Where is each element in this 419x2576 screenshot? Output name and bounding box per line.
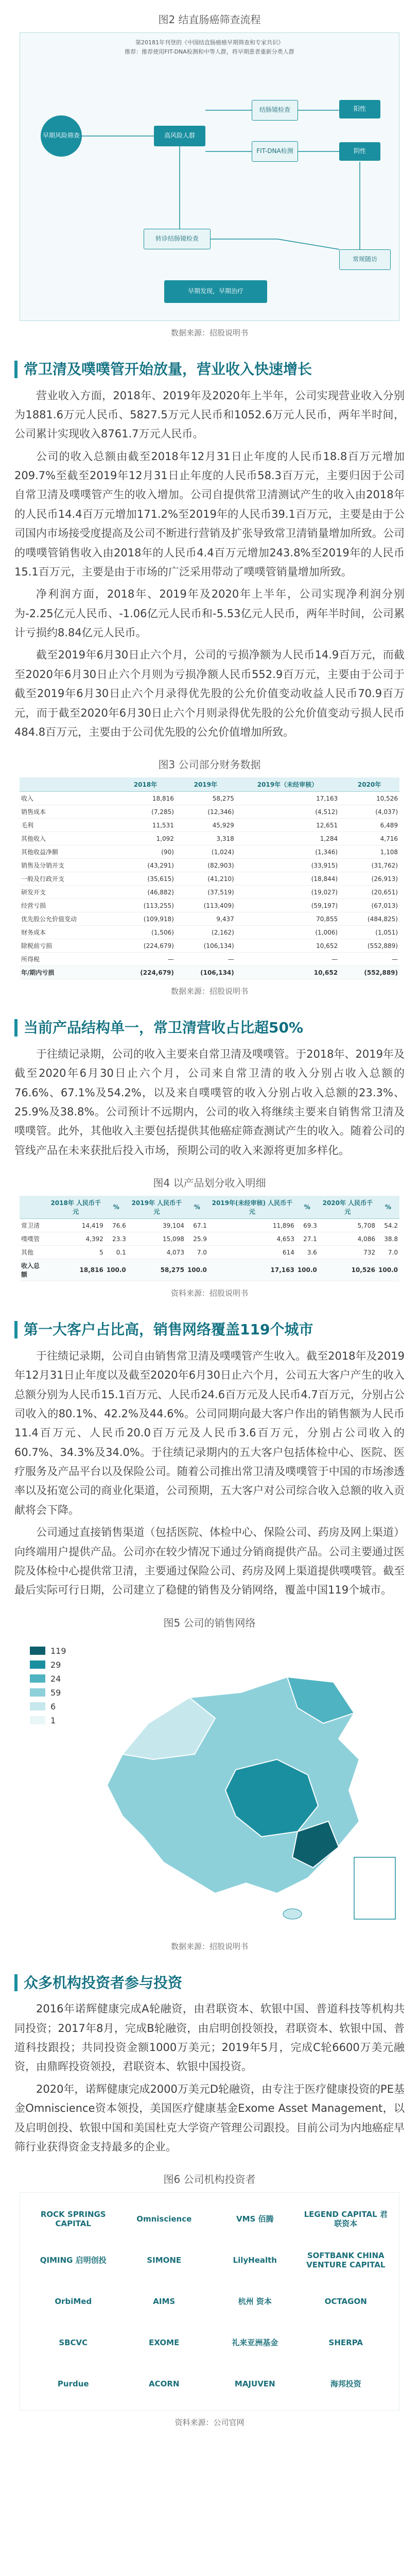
table-cell: (106,134) [176, 939, 236, 953]
flowchart-header-1: 第20181年刊登的《中国结直肠癌癌早期筛查和专家共识》 [135, 39, 284, 46]
table-cell: 销售成本 [20, 805, 115, 819]
table-cell: 所得税 [20, 953, 115, 966]
table-cell: (224,679) [115, 939, 176, 953]
table-cell: 7.0 [186, 1246, 208, 1259]
table-cell: 收入 [20, 792, 115, 805]
investor-logo: AIMS [153, 2297, 176, 2307]
table-row [20, 926, 399, 939]
table-cell: (4,512) [236, 805, 339, 819]
table-cell: 毛利 [20, 819, 115, 832]
table-cell: 6,489 [339, 819, 399, 832]
revenue-by-product-table [20, 1196, 399, 1281]
table-cell: (1,006) [236, 926, 339, 939]
table-header [20, 777, 115, 792]
table-row [20, 872, 399, 886]
table-cell: 11,531 [115, 819, 176, 832]
table-cell: 常卫清 [20, 1219, 47, 1232]
table-row [20, 859, 399, 872]
table-cell: 27.1 [296, 1232, 319, 1246]
table-header: % [296, 1196, 319, 1219]
table-row [20, 792, 399, 805]
table-cell: 12,651 [236, 819, 339, 832]
table-cell: 销售及分销开支 [20, 859, 115, 872]
table-header: 2020年 人民币千元 [319, 1196, 377, 1219]
table-cell: (46,882) [115, 886, 176, 899]
fig6-source: 资料来源：公司官网 [174, 2418, 245, 2428]
investor-logo: OCTAGON [324, 2297, 367, 2307]
table-cell: (484,825) [339, 912, 399, 926]
table-cell: (82,903) [176, 859, 236, 872]
table-cell: 38.8 [377, 1232, 399, 1246]
table-cell: 其他收入 [20, 832, 115, 845]
flow-node-fit-dna: FIT-DNA检测 [252, 141, 298, 162]
fig5-source: 数据来源：招股说明书 [170, 1941, 248, 1951]
table-cell: 76.6 [105, 1219, 128, 1232]
flow-node-screening: 早期风险筛查 [41, 115, 82, 157]
table-cell: 45,929 [176, 819, 236, 832]
table-header: 2018年 [115, 777, 176, 792]
table-cell: 9,437 [176, 912, 236, 926]
flow-node-referral: 转诊结肠镜检查 [144, 229, 211, 249]
table-cell: 收入总额 [20, 1259, 47, 1281]
table-cell: 15,098 [128, 1232, 186, 1246]
table-header [20, 1196, 47, 1219]
table-header: 2020年 [339, 777, 399, 792]
table-row [20, 966, 399, 979]
screening-flowchart [20, 32, 399, 321]
map-south-sea-inset [354, 1857, 395, 1919]
table-cell: 10,526 [319, 1259, 377, 1281]
table-cell: 年/期内亏损 [20, 966, 115, 979]
table-cell: 1,092 [115, 832, 176, 845]
investor-logo: Purdue [57, 2379, 89, 2389]
flow-node-colonoscopy: 结肠镜检查 [252, 100, 298, 121]
table-cell: 58,275 [128, 1259, 186, 1281]
investor-logo: VMS 佰腾 [236, 2214, 274, 2224]
table-cell: 10,652 [236, 966, 339, 979]
fig3-caption: 图3 公司部分财务数据 [158, 758, 261, 771]
section2-paragraph: 于往绩记录期，公司的收入主要来自常卫清及噗噗管。于2018年、2019年及截至2020年6月30日止六个月，公司来自常卫清的收入分别占收入总额的76.6%、67.1%及54.2%，以及来自噗噗管的收入分别占收入总额的23.3%、25.9%及38.8%。公司预计不远期内，公司的收入将继续主要来自销售常卫清及噗噗管。此外，其他收入主要包括提供其他癌症筛查测试产生的收入。随着公司的管线产品在未来获批后投入市场，预期公司的收入来源将更加多样化。 [14, 1047, 405, 1157]
table-header: 2019年(未经审核) 人民币千元 [208, 1196, 296, 1219]
table-row [20, 1232, 399, 1246]
fig4-caption: 图4 以产品划分收入明细 [153, 1177, 266, 1190]
table-row [20, 805, 399, 819]
table-cell: (224,679) [115, 966, 176, 979]
table-cell: 732 [319, 1246, 377, 1259]
table-cell: 54.2 [377, 1219, 399, 1232]
table-cell: (33,915) [236, 859, 339, 872]
table-cell: 67.1 [186, 1219, 208, 1232]
fig4-source: 资料来源：招股说明书 [170, 1289, 248, 1298]
table-cell: 100.0 [377, 1259, 399, 1281]
section3-paragraph: 公司通过直接销售渠道（包括医院、体检中心、保险公司、药房及网上渠道）向终端用户提供产品。公司亦在较少情况下通过分销商提供产品。公司主要通过医院及体检中心提供常卫清，主要通过保险公司、药房及网上渠道提供噗噗管。截至最后实际可行日期，公司建立了稳健的销售及分销网络，覆盖中国119个城市。 [14, 1526, 405, 1597]
table-cell: (31,762) [339, 859, 399, 872]
table-cell: (67,013) [339, 899, 399, 912]
table-row [20, 832, 399, 845]
investor-logo: OrbiMed [55, 2297, 92, 2307]
flowchart-header-2: 推荐：推荐使用FIT-DNA检测和中等人群，将早期患者重新分类人群 [125, 48, 294, 55]
table-cell: (113,409) [176, 899, 236, 912]
fig3-source: 数据来源：招股说明书 [170, 987, 248, 996]
investor-logo: 杭州 资本 [238, 2297, 272, 2307]
table-cell: 25.9 [186, 1232, 208, 1246]
table-cell: (552,889) [339, 939, 399, 953]
investor-logo: SHERPA [328, 2338, 363, 2348]
table-cell: (12,346) [176, 805, 236, 819]
table-cell: (43,291) [115, 859, 176, 872]
section1-paragraph: 截至2019年6月30日止六个月，公司的亏损净额为人民币14.9百万元，而截至2020年6月30日止六个月则为亏损净额人民币552.9百万元，主要由于公司于截至2019年6月30日止六个月录得优先股的公允价值变动收益人民币70.9百万元，而于截至2020年6月30日止六个月则录得优先股的公允价值变动亏损人民币484.8百万元，主要由于公司优先股的公允价值增加所致。 [14, 649, 405, 738]
table-cell: (41,210) [176, 872, 236, 886]
table-cell: 1,284 [236, 832, 339, 845]
section1-paragraph: 公司的收入总额由截至2018年12月31日止年度的人民币18.8百万元增加209.7%至截至2019年12月31日止年度的人民币58.3百万元，主要归因于公司自常卫清及噗噗管产生的收入增加。公司自提供常卫清测试产生的收入由2018年的人民币14.4百万元增加171.2%至2019年的人民币39.1百万元，主要是由于公司国内市场接受度提高及公司不断进行营销及扩张导致常卫清销量增加所致。公司的噗噗管销售收入由2018年的人民币4.4百万元增加243.8%至2019年的人民币15.1百万元，主要是由于市场的广泛采用带动了噗噗管销量增加所致。 [14, 450, 405, 578]
revenue-table-body [20, 1219, 399, 1281]
table-cell: (26,913) [339, 872, 399, 886]
table-cell: 17,163 [208, 1259, 296, 1281]
table-cell: 10,526 [339, 792, 399, 805]
table-cell: (109,918) [115, 912, 176, 926]
table-cell: 17,163 [236, 792, 339, 805]
table-row [20, 886, 399, 899]
table-row [20, 912, 399, 926]
table-cell: 除税前亏损 [20, 939, 115, 953]
table-cell: 4,653 [208, 1232, 296, 1246]
investor-logo: LilyHealth [233, 2256, 277, 2265]
financial-table-wrapper [20, 777, 399, 979]
table-cell: 100.0 [296, 1259, 319, 1281]
flow-node-positive: 阳性 [339, 100, 380, 118]
table-row [20, 1259, 399, 1281]
section1-paragraph: 营业收入方面，2018年、2019年及2020年上半年，公司实现营业收入分别为1881.6万元人民币、5827.5万元人民币和1052.6万元人民币，两年半时间，公司累计实现收入8761.7万元人民币。 [14, 389, 405, 440]
table-cell: 经营亏损 [20, 899, 115, 912]
table-cell: (7,285) [115, 805, 176, 819]
flowchart-connectors [20, 33, 418, 321]
table-row [20, 845, 399, 859]
table-cell: 5 [47, 1246, 105, 1259]
china-map [20, 1636, 408, 1935]
investor-logo: Omniscience [136, 2214, 192, 2224]
financial-table-body [20, 792, 399, 979]
investor-logo: 礼来亚洲基金 [232, 2338, 278, 2348]
table-header: 2019年 人民币千元 [128, 1196, 186, 1219]
table-row [20, 819, 399, 832]
table-cell: 其他收益净额 [20, 845, 115, 859]
table-cell: 4,086 [319, 1232, 377, 1246]
section3-title: 第一大客户占比高，销售网络覆盖119个城市 [14, 1321, 405, 1338]
legend-label: 29 [50, 1659, 61, 1670]
investor-logo: SBCVC [59, 2338, 88, 2348]
table-cell: — [115, 953, 176, 966]
section1-paragraph: 净利润方面，2018年、2019年及2020年上半年，公司实现净利润分别为-2.25亿元人民币、-1.06亿元人民币和-5.53亿元人民币，两年半时间，公司累计亏损约8.84亿元人民币。 [14, 588, 405, 639]
section4-paragraph: 2016年诺辉健康完成A轮融资，由君联资本、软银中国、普道科技等机构共同投资；2017年8月，完成B轮融资，由启明创投领投，君联资本、软银中国、普道科技跟投；共同投资金额1000万美元；2019年5月，完成C轮6600万美元融资，由鼎晖投资领投，君联资本、软银中国投资。 [14, 2003, 405, 2073]
revenue-table-header-row [20, 1196, 399, 1219]
table-cell: 优先股公允价值变动 [20, 912, 115, 926]
investor-logo: MAJUVEN [234, 2379, 275, 2389]
legend-label: 24 [50, 1673, 61, 1684]
table-cell: 财务成本 [20, 926, 115, 939]
investor-logo: ACORN [149, 2379, 180, 2389]
table-cell: 18,816 [115, 792, 176, 805]
table-cell: 7.0 [377, 1246, 399, 1259]
table-header: 2019年 [176, 777, 236, 792]
investor-logo: QIMING 启明创投 [40, 2256, 107, 2265]
legend-label: 1 [50, 1715, 56, 1725]
fig5-caption: 图5 公司的销售网络 [163, 1616, 256, 1629]
legend-label: 59 [50, 1687, 61, 1698]
flow-node-early-treatment: 早期发现，早期治疗 [164, 280, 267, 303]
flow-node-follow-up: 常规随访 [339, 249, 391, 270]
flow-node-high-risk: 高风险人群 [154, 126, 205, 146]
investor-logo: ROCK SPRINGS CAPITAL [40, 2210, 106, 2229]
section1-title: 常卫清及噗噗管开始放量，营业收入快速增长 [14, 361, 405, 378]
table-cell: — [339, 953, 399, 966]
investor-logo: SIMONE [147, 2256, 182, 2265]
table-cell: (35,615) [115, 872, 176, 886]
legend-label: 6 [50, 1701, 56, 1711]
table-cell: 研发开支 [20, 886, 115, 899]
table-cell: 4,392 [47, 1232, 105, 1246]
table-cell: 100.0 [186, 1259, 208, 1281]
table-cell: (1,024) [176, 845, 236, 859]
table-cell: — [176, 953, 236, 966]
table-cell: 69.3 [296, 1219, 319, 1232]
table-cell: (18,844) [236, 872, 339, 886]
section4-paragraph: 2020年，诺辉健康完成2000万美元D轮融资，由专注于医疗健康投资的PE基金Omniscience资本领投，美国医疗健康基金Exome Asset Management，以及启明创投、软银中国和美国杜克大学资产管理公司跟投。目前公司为内地癌症早筛行业获得资金支持最多的企业。 [14, 2082, 405, 2153]
table-cell: 14,419 [47, 1219, 105, 1232]
table-cell: (59,197) [236, 899, 339, 912]
investor-logo: 海邦投资 [330, 2379, 361, 2389]
flow-node-negative: 阴性 [339, 142, 380, 161]
table-cell: 3.6 [296, 1246, 319, 1259]
table-cell: (4,037) [339, 805, 399, 819]
table-cell: 噗噗管 [20, 1232, 47, 1246]
table-cell: 58,275 [176, 792, 236, 805]
table-cell: 614 [208, 1246, 296, 1259]
financial-table [20, 777, 399, 979]
map-hainan [283, 1909, 302, 1919]
table-cell: — [236, 953, 339, 966]
investor-logo: LEGEND CAPITAL 君联资本 [304, 2210, 388, 2229]
table-cell: 4,073 [128, 1246, 186, 1259]
table-header: % [105, 1196, 128, 1219]
fig2-source: 数据来源：招股说明书 [170, 328, 248, 337]
table-cell: (37,519) [176, 886, 236, 899]
section2-title: 当前产品结构单一，常卫清营收占比超50% [14, 1019, 405, 1037]
table-cell: (106,134) [176, 966, 236, 979]
table-row [20, 1246, 399, 1259]
table-cell: 100.0 [105, 1259, 128, 1281]
section4-title: 众多机构投资者参与投资 [14, 1974, 405, 1992]
table-cell: (1,346) [236, 845, 339, 859]
investor-logo: SOFTBANK CHINA VENTURE CAPITAL [306, 2251, 386, 2270]
table-cell: 0.1 [105, 1246, 128, 1259]
table-cell: 23.3 [105, 1232, 128, 1246]
table-cell: 11,896 [208, 1219, 296, 1232]
investor-logo: EXOME [149, 2338, 180, 2348]
table-cell: (1,051) [339, 926, 399, 939]
table-cell: 18,816 [47, 1259, 105, 1281]
table-cell: (90) [115, 845, 176, 859]
fig6-caption: 图6 公司机构投资者 [163, 2173, 256, 2186]
revenue-table-wrapper [20, 1196, 399, 1281]
table-cell: 4,716 [339, 832, 399, 845]
table-header: % [377, 1196, 399, 1219]
sales-network-map [20, 1636, 399, 1935]
table-cell: 5,708 [319, 1219, 377, 1232]
table-cell: (552,889) [339, 966, 399, 979]
table-cell: 10,652 [236, 939, 339, 953]
table-cell: 1,108 [339, 845, 399, 859]
table-cell: (1,506) [115, 926, 176, 939]
investor-logo-grid [20, 2192, 399, 2411]
table-row [20, 953, 399, 966]
table-cell: 70,855 [236, 912, 339, 926]
legend-label: 119 [50, 1646, 66, 1656]
fig2-caption: 图2 结直肠癌筛查流程 [158, 13, 261, 26]
table-row [20, 1219, 399, 1232]
table-row [20, 899, 399, 912]
table-header: 2018年 人民币千元 [47, 1196, 105, 1219]
table-cell: (113,255) [115, 899, 176, 912]
table-header: 2019年（未经审核） [236, 777, 339, 792]
table-cell: 其他 [20, 1246, 47, 1259]
table-cell: 3,318 [176, 832, 236, 845]
table-cell: (2,162) [176, 926, 236, 939]
table-cell: 39,104 [128, 1219, 186, 1232]
table-cell: (19,027) [236, 886, 339, 899]
table-row [20, 939, 399, 953]
table-header: % [186, 1196, 208, 1219]
table-cell: (20,651) [339, 886, 399, 899]
table-cell: 一般及行政开支 [20, 872, 115, 886]
section3-paragraph: 于往绩记录期，公司自由销售常卫清及噗噗管产生收入。截至2018年及2019年12月31日止年度以及截至2020年6月30日止六个月，公司五大客户产生的收入总额分别为人民币15.1百万元、人民币24.6百万元及人民币4.7百万元，分别占公司收入的80.1%、42.2%及44.6%。公司同期向最大客户作出的销售额为人民币11.4百万元、人民币20.0百万元及人民币3.6百万元，分别占公司收入的60.7%、34.3%及34.0%。于往绩记录期内的五大客户包括体检中心、医院、医疗服务及产品平台以及保险公司。随着公司推出常卫清及噗噗管于中国的市场渗透率以及拓宽公司的商业化渠道，公司预期，五大客户对公司综合收入总额的收入贡献将会下降。 [14, 1349, 405, 1516]
